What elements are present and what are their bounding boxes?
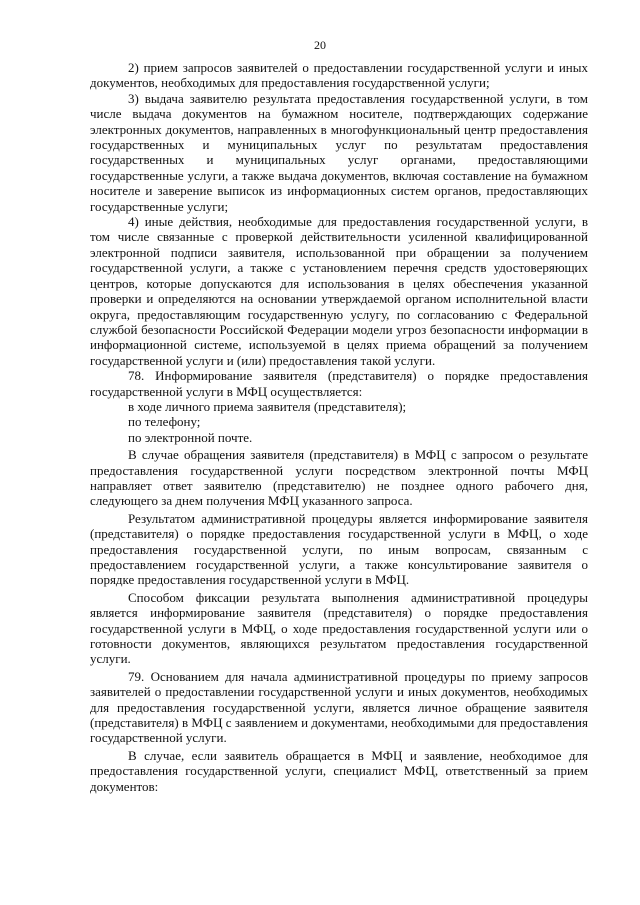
page-number: 20	[314, 38, 326, 52]
paragraph-fixation: Способом фиксации результата выполнения административной процедуры является информирование заявителя (представителя) о порядке предоставления государственной услуги в МФЦ, о ходе предоставления государственной услуги или о готовности документов, являющихся результатом предоставления государственной услуги.	[90, 589, 588, 667]
paragraph-item-4: 4) иные действия, необходимые для предоставления государственной услуги, в том числе связанные с проверкой действительности усиленной квалифицированной электронной подписи заявителя, использованной при обращении за получением государственной услуги, а также с установлением перечня средств удостоверяющих центров, которые допускаются для использования в целях обеспечения указанной проверки и определяются на основании утверждаемой органом исполнительной власти округа, предоставляющим государственную услугу, по согласованию с Федеральной службой безопасности Российской Федерации модели угроз безопасности информации в информационной системе, используемой в целях приема обращений за получением государственной услуги и (или) предоставления такой услуги.	[90, 214, 588, 368]
paragraph-79: 79. Основанием для начала административной процедуры по приему запросов заявителей о предоставлении государственной услуги и иных документов, необходимых для предоставления государственной услуги, является личное обращение заявителя (представителя) в МФЦ с заявлением и документами, необходимыми для предоставления государственной услуги.	[90, 668, 588, 746]
document-body	[90, 60, 588, 794]
paragraph-item-2: 2) прием запросов заявителей о предоставлении государственной услуги и иных документов, необходимых для предоставления государственной услуги;	[90, 60, 588, 91]
paragraph-item-3: 3) выдача заявителю результата предоставления государственной услуги, в том числе выдача документов на бумажном носителе, подтверждающих содержание электронных документов, направленных в многофункциональный центр предоставления государственных и муниципальных услуг по результатам предоставления государственных и муниципальных услуг органами, предоставляющими государственные услуги, а также выдача документов, включая составление на бумажном носителе и заверение выписок из информационных систем органов, предоставляющих государственные услуги;	[90, 90, 588, 214]
paragraph-email-request: В случае обращения заявителя (представителя) в МФЦ с запросом о результате предоставления государственной услуги посредством электронной почты МФЦ направляет ответ заявителю (представителю) не позднее одного рабочего дня, следующего за днем получения МФЦ указанного запроса.	[90, 447, 588, 509]
paragraph-list-item: в ходе личного приема заявителя (представителя);	[128, 398, 407, 414]
paragraph-78: 78. Информирование заявителя (представителя) о порядке предоставления государственной услуги в МФЦ осуществляется:	[90, 368, 588, 399]
paragraph-list-item: по телефону;	[128, 414, 201, 430]
paragraph-specialist: В случае, если заявитель обращается в МФЦ и заявление, необходимое для предоставления государственной услуги, специалист МФЦ, ответственный за прием документов:	[90, 747, 588, 794]
paragraph-list-item: по электронной почте.	[128, 429, 253, 445]
paragraph-result: Результатом административной процедуры является информирование заявителя (представителя) о порядке предоставления государственной услуги в МФЦ, о ходе предоставления государственной услуги, по иным вопросам, связанным с предоставлением государственной услуги, а также консультирование заявителя о порядке предоставления государственной услуги в МФЦ.	[90, 510, 588, 588]
